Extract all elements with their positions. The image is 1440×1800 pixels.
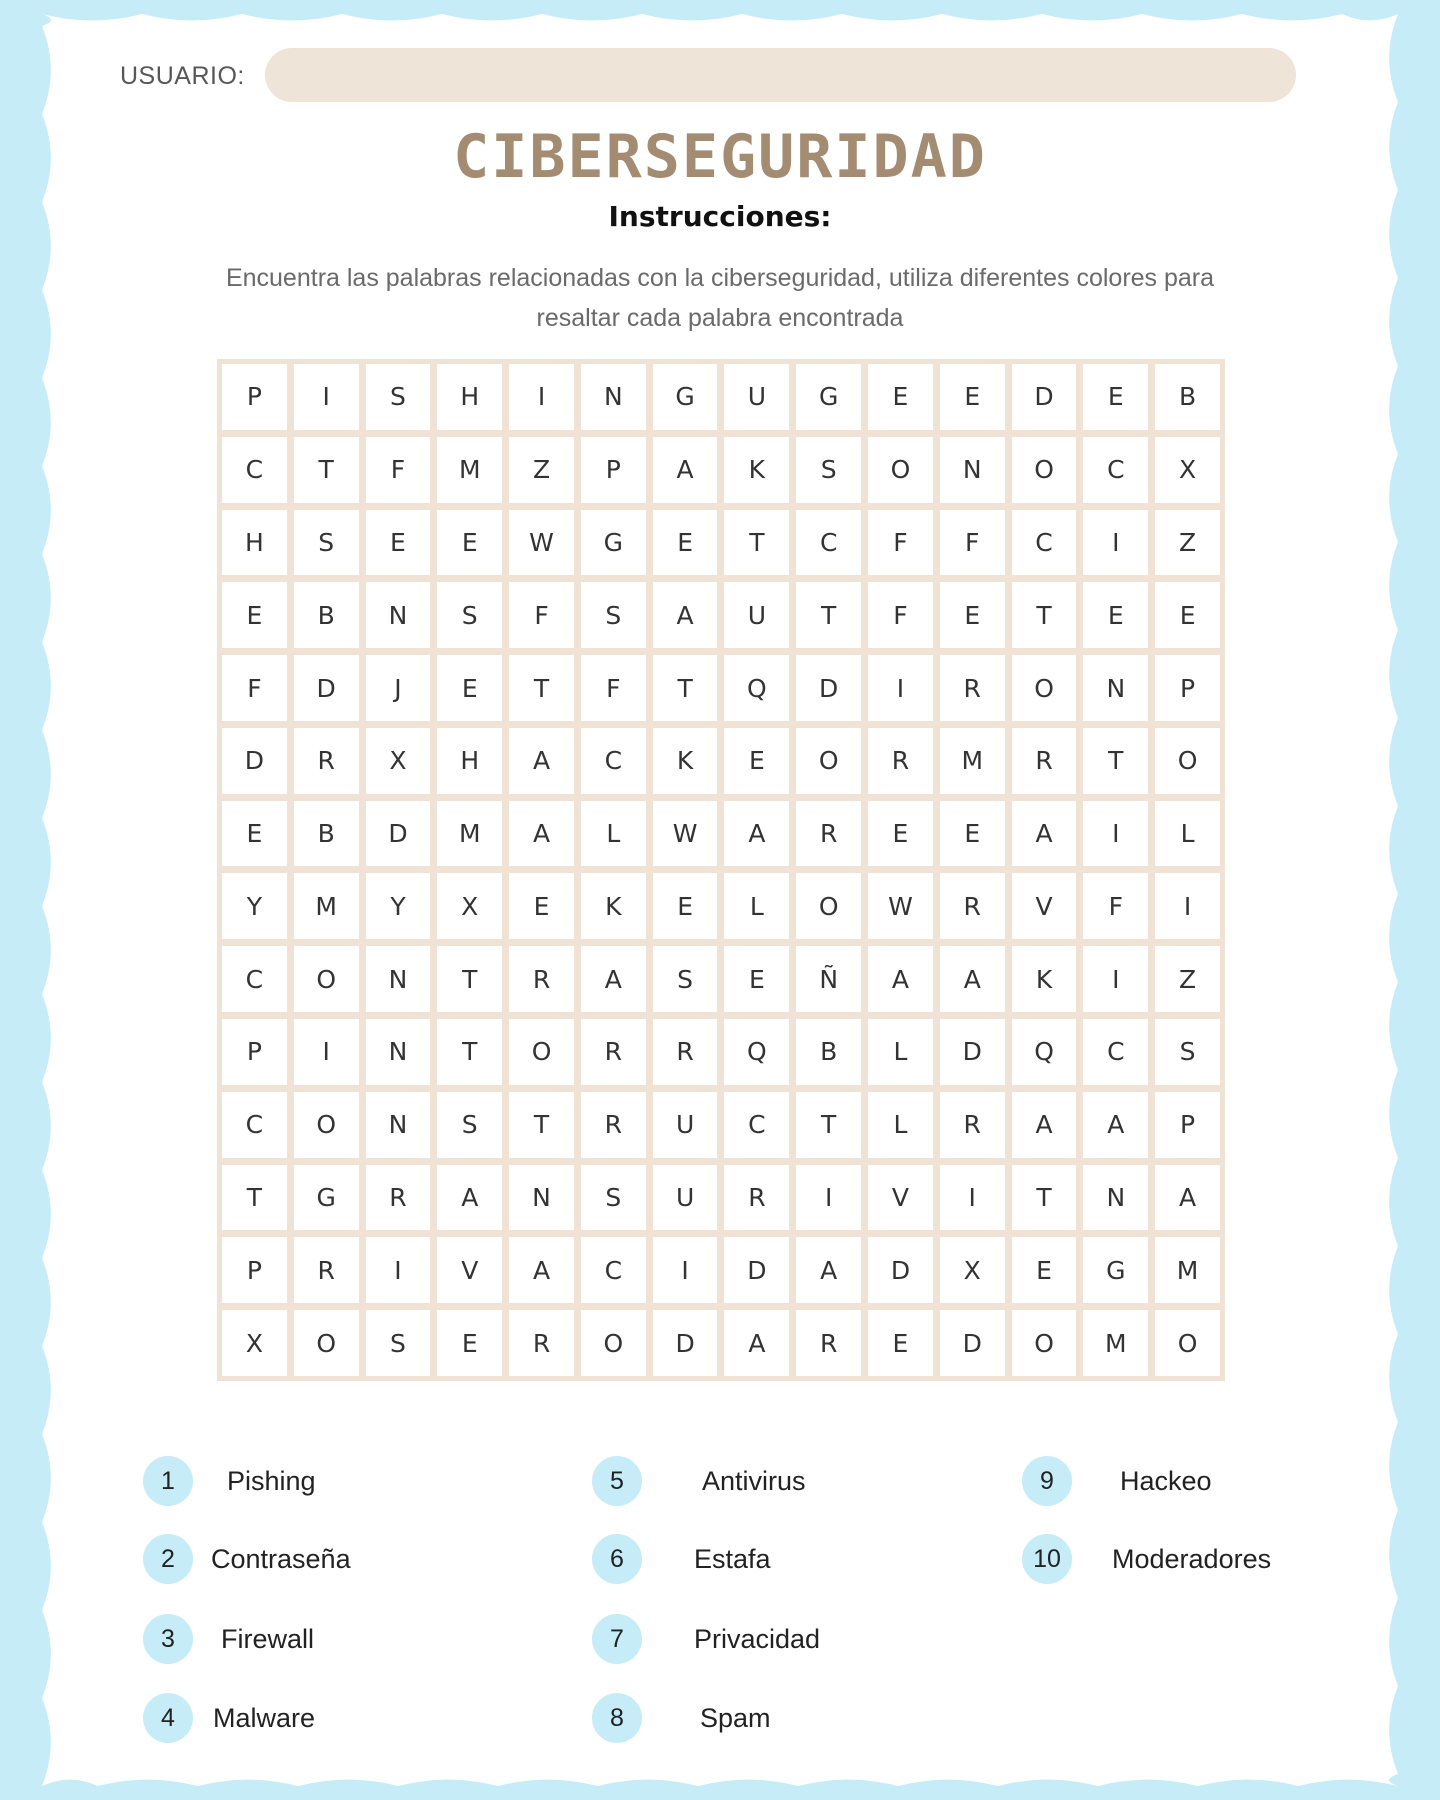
grid-cell[interactable]: A: [724, 1310, 789, 1376]
grid-cell[interactable]: O: [1012, 1310, 1077, 1376]
grid-cell[interactable]: A: [1012, 1092, 1077, 1158]
word-number-badge: 8: [592, 1693, 642, 1743]
word-list-item: [592, 1693, 771, 1743]
grid-cell[interactable]: O: [796, 873, 861, 939]
grid-cell[interactable]: H: [437, 364, 502, 430]
grid-cell[interactable]: C: [222, 437, 287, 503]
grid-cell[interactable]: O: [294, 1092, 359, 1158]
word-search-grid: [217, 359, 1225, 1381]
grid-cell[interactable]: Ñ: [796, 946, 861, 1012]
word-list-item: [143, 1693, 315, 1743]
grid-cell[interactable]: F: [509, 582, 574, 648]
grid-cell[interactable]: T: [509, 655, 574, 721]
word-label: Hackeo: [1120, 1465, 1212, 1496]
grid-cell[interactable]: X: [437, 873, 502, 939]
grid-cell[interactable]: R: [940, 1092, 1005, 1158]
grid-cell[interactable]: I: [366, 1237, 431, 1303]
grid-cell[interactable]: R: [509, 1310, 574, 1376]
grid-cell[interactable]: S: [653, 946, 718, 1012]
grid-cell[interactable]: E: [222, 582, 287, 648]
grid-cell[interactable]: G: [796, 364, 861, 430]
grid-cell[interactable]: A: [1155, 1165, 1220, 1231]
grid-cell[interactable]: R: [366, 1165, 431, 1231]
grid-cell[interactable]: R: [509, 946, 574, 1012]
grid-cell[interactable]: B: [294, 582, 359, 648]
instructions-line-2: resaltar cada palabra encontrada: [536, 304, 904, 332]
grid-cell[interactable]: E: [437, 510, 502, 576]
grid-cell[interactable]: S: [796, 437, 861, 503]
word-label: Moderadores: [1112, 1543, 1272, 1574]
grid-cell[interactable]: C: [1083, 1019, 1148, 1085]
grid-cell[interactable]: W: [509, 510, 574, 576]
grid-cell[interactable]: E: [509, 873, 574, 939]
grid-cell[interactable]: P: [222, 1237, 287, 1303]
grid-cell[interactable]: E: [1155, 582, 1220, 648]
word-number-badge: 4: [143, 1693, 193, 1743]
grid-cell[interactable]: I: [509, 364, 574, 430]
word-number-badge: 5: [592, 1456, 642, 1506]
grid-cell[interactable]: D: [222, 728, 287, 794]
grid-cell[interactable]: C: [581, 728, 646, 794]
grid-cell[interactable]: D: [653, 1310, 718, 1376]
grid-cell[interactable]: R: [724, 1165, 789, 1231]
instructions-text: [140, 258, 1300, 338]
word-label: Privacidad: [694, 1623, 821, 1654]
grid-cell[interactable]: L: [868, 1092, 933, 1158]
grid-cell[interactable]: G: [294, 1165, 359, 1231]
grid-cell[interactable]: C: [1083, 437, 1148, 503]
grid-cell[interactable]: B: [796, 1019, 861, 1085]
grid-cell[interactable]: O: [509, 1019, 574, 1085]
grid-cell[interactable]: I: [940, 1165, 1005, 1231]
page-title: CIBERSEGURIDAD: [453, 122, 987, 192]
grid-cell[interactable]: A: [724, 801, 789, 867]
grid-cell[interactable]: A: [653, 582, 718, 648]
grid-cell[interactable]: E: [653, 510, 718, 576]
grid-cell[interactable]: K: [581, 873, 646, 939]
grid-cell[interactable]: I: [1083, 946, 1148, 1012]
grid-cell[interactable]: A: [509, 728, 574, 794]
grid-cell[interactable]: T: [437, 946, 502, 1012]
grid-cell[interactable]: P: [222, 364, 287, 430]
grid-cell[interactable]: R: [294, 728, 359, 794]
grid-cell[interactable]: S: [366, 364, 431, 430]
grid-cell[interactable]: I: [1083, 510, 1148, 576]
grid-cell[interactable]: S: [294, 510, 359, 576]
grid-cell[interactable]: M: [294, 873, 359, 939]
grid-cell[interactable]: O: [796, 728, 861, 794]
instructions-heading: Instrucciones:: [608, 200, 832, 233]
grid-cell[interactable]: T: [796, 1092, 861, 1158]
grid-cell[interactable]: O: [1155, 1310, 1220, 1376]
grid-cell[interactable]: U: [724, 364, 789, 430]
grid-cell[interactable]: S: [1155, 1019, 1220, 1085]
grid-cell[interactable]: N: [366, 1092, 431, 1158]
grid-cell[interactable]: T: [653, 655, 718, 721]
word-list-item: [1022, 1534, 1271, 1584]
grid-cell[interactable]: N: [581, 364, 646, 430]
grid-cell[interactable]: R: [1012, 728, 1077, 794]
grid-cell[interactable]: L: [581, 801, 646, 867]
grid-cell[interactable]: S: [581, 582, 646, 648]
grid-cell[interactable]: Z: [509, 437, 574, 503]
grid-cell[interactable]: P: [222, 1019, 287, 1085]
word-number-badge: 3: [143, 1614, 193, 1664]
grid-cell[interactable]: O: [294, 1310, 359, 1376]
grid-cell[interactable]: C: [581, 1237, 646, 1303]
grid-cell[interactable]: A: [437, 1165, 502, 1231]
user-name-input[interactable]: [265, 48, 1296, 102]
grid-cell[interactable]: S: [581, 1165, 646, 1231]
grid-cell[interactable]: A: [581, 946, 646, 1012]
grid-cell[interactable]: E: [437, 655, 502, 721]
word-number-badge: 7: [592, 1614, 642, 1664]
grid-cell[interactable]: A: [509, 1237, 574, 1303]
grid-cell[interactable]: E: [868, 1310, 933, 1376]
grid-cell[interactable]: Q: [1012, 1019, 1077, 1085]
grid-cell[interactable]: S: [437, 1092, 502, 1158]
grid-cell[interactable]: E: [868, 364, 933, 430]
grid-cell[interactable]: X: [940, 1237, 1005, 1303]
grid-cell[interactable]: L: [868, 1019, 933, 1085]
word-label: Malware: [213, 1702, 316, 1733]
grid-cell[interactable]: I: [294, 364, 359, 430]
grid-cell[interactable]: I: [294, 1019, 359, 1085]
grid-cell[interactable]: M: [437, 437, 502, 503]
grid-cell[interactable]: G: [653, 364, 718, 430]
grid-cell[interactable]: C: [222, 1092, 287, 1158]
grid-cell[interactable]: M: [437, 801, 502, 867]
word-label: Antivirus: [702, 1465, 806, 1496]
word-number-badge: 6: [592, 1534, 642, 1584]
grid-cell[interactable]: I: [653, 1237, 718, 1303]
word-list-item: [143, 1456, 316, 1506]
grid-cell[interactable]: H: [437, 728, 502, 794]
grid-cell[interactable]: A: [1012, 801, 1077, 867]
grid-cell[interactable]: G: [581, 510, 646, 576]
word-list-item: [592, 1534, 771, 1584]
grid-cell[interactable]: N: [366, 946, 431, 1012]
grid-cell[interactable]: N: [1083, 655, 1148, 721]
grid-cell[interactable]: O: [294, 946, 359, 1012]
grid-cell[interactable]: E: [1083, 364, 1148, 430]
grid-cell[interactable]: E: [222, 801, 287, 867]
grid-cell[interactable]: K: [653, 728, 718, 794]
grid-cell[interactable]: P: [581, 437, 646, 503]
grid-cell[interactable]: R: [940, 655, 1005, 721]
grid-cell[interactable]: F: [1083, 873, 1148, 939]
grid-cell[interactable]: M: [1083, 1310, 1148, 1376]
word-number-badge: 10: [1022, 1534, 1072, 1584]
instructions-line-1: Encuentra las palabras relacionadas con la ciberseguridad, utiliza diferentes colores para: [225, 264, 1215, 292]
grid-cell[interactable]: J: [366, 655, 431, 721]
grid-cell[interactable]: E: [940, 364, 1005, 430]
grid-cell[interactable]: D: [724, 1237, 789, 1303]
grid-cell[interactable]: R: [796, 801, 861, 867]
grid-cell[interactable]: Q: [724, 655, 789, 721]
grid-cell[interactable]: L: [724, 873, 789, 939]
grid-cell[interactable]: N: [366, 1019, 431, 1085]
grid-cell[interactable]: O: [1155, 728, 1220, 794]
grid-cell[interactable]: A: [868, 946, 933, 1012]
grid-cell[interactable]: V: [1012, 873, 1077, 939]
word-number-badge: 1: [143, 1456, 193, 1506]
grid-cell[interactable]: U: [653, 1165, 718, 1231]
grid-cell[interactable]: I: [1083, 801, 1148, 867]
grid-cell[interactable]: N: [940, 437, 1005, 503]
grid-cell[interactable]: N: [366, 582, 431, 648]
grid-cell[interactable]: A: [509, 801, 574, 867]
grid-cell[interactable]: R: [653, 1019, 718, 1085]
grid-cell[interactable]: A: [940, 946, 1005, 1012]
grid-cell[interactable]: E: [437, 1310, 502, 1376]
grid-cell[interactable]: F: [868, 510, 933, 576]
grid-cell[interactable]: D: [940, 1019, 1005, 1085]
grid-cell[interactable]: O: [868, 437, 933, 503]
grid-cell[interactable]: E: [1012, 1237, 1077, 1303]
grid-cell[interactable]: E: [868, 801, 933, 867]
grid-cell[interactable]: C: [1012, 510, 1077, 576]
grid-cell[interactable]: D: [940, 1310, 1005, 1376]
word-number-badge: 2: [143, 1534, 193, 1584]
grid-cell[interactable]: E: [724, 946, 789, 1012]
grid-cell[interactable]: T: [294, 437, 359, 503]
grid-cell[interactable]: R: [581, 1019, 646, 1085]
grid-cell[interactable]: P: [1155, 655, 1220, 721]
grid-cell[interactable]: V: [868, 1165, 933, 1231]
grid-cell[interactable]: F: [581, 655, 646, 721]
grid-cell[interactable]: B: [294, 801, 359, 867]
grid-cell[interactable]: T: [796, 582, 861, 648]
grid-cell[interactable]: K: [724, 437, 789, 503]
grid-cell[interactable]: D: [366, 801, 431, 867]
grid-cell[interactable]: B: [1155, 364, 1220, 430]
grid-cell[interactable]: Z: [1155, 946, 1220, 1012]
word-list-item: [143, 1614, 314, 1664]
grid-cell[interactable]: U: [653, 1092, 718, 1158]
word-label: Estafa: [694, 1543, 771, 1574]
word-list-item: [592, 1456, 806, 1506]
grid-cell[interactable]: F: [366, 437, 431, 503]
word-list-item: [592, 1614, 820, 1664]
grid-cell[interactable]: R: [294, 1237, 359, 1303]
grid-cell[interactable]: T: [724, 510, 789, 576]
grid-cell[interactable]: C: [222, 946, 287, 1012]
grid-cell[interactable]: W: [868, 873, 933, 939]
word-label: Contraseña: [211, 1543, 351, 1574]
grid-cell[interactable]: D: [1012, 364, 1077, 430]
grid-cell[interactable]: Y: [222, 873, 287, 939]
user-label: USUARIO:: [120, 62, 245, 90]
grid-cell[interactable]: N: [1083, 1165, 1148, 1231]
grid-cell[interactable]: U: [724, 582, 789, 648]
grid-cell[interactable]: H: [222, 510, 287, 576]
grid-cell[interactable]: A: [796, 1237, 861, 1303]
word-list-item: [1022, 1456, 1212, 1506]
grid-cell[interactable]: D: [294, 655, 359, 721]
grid-cell[interactable]: I: [1155, 873, 1220, 939]
grid-cell[interactable]: N: [509, 1165, 574, 1231]
grid-cell[interactable]: E: [724, 728, 789, 794]
grid-cell[interactable]: I: [796, 1165, 861, 1231]
grid-cell[interactable]: S: [437, 582, 502, 648]
word-label: Spam: [700, 1702, 771, 1733]
word-list-item: [143, 1534, 351, 1584]
grid-cell[interactable]: L: [1155, 801, 1220, 867]
grid-cell[interactable]: F: [868, 582, 933, 648]
user-row: [120, 48, 1296, 104]
grid-cell[interactable]: X: [1155, 437, 1220, 503]
grid-cell[interactable]: D: [796, 655, 861, 721]
grid-cell[interactable]: R: [581, 1092, 646, 1158]
grid-cell[interactable]: Y: [366, 873, 431, 939]
grid-cell[interactable]: X: [366, 728, 431, 794]
grid-cell[interactable]: K: [1012, 946, 1077, 1012]
grid-cell[interactable]: T: [222, 1165, 287, 1231]
grid-cell[interactable]: A: [653, 437, 718, 503]
grid-cell[interactable]: A: [1083, 1092, 1148, 1158]
grid-cell[interactable]: E: [366, 510, 431, 576]
grid-cell[interactable]: G: [1083, 1237, 1148, 1303]
grid-cell[interactable]: T: [1012, 1165, 1077, 1231]
grid-cell[interactable]: O: [1012, 437, 1077, 503]
grid-cell[interactable]: V: [437, 1237, 502, 1303]
grid-cell[interactable]: P: [1155, 1092, 1220, 1158]
grid-cell[interactable]: X: [222, 1310, 287, 1376]
grid-cell[interactable]: M: [1155, 1237, 1220, 1303]
word-label: Firewall: [221, 1623, 315, 1654]
grid-cell[interactable]: Q: [724, 1019, 789, 1085]
grid-cell[interactable]: F: [222, 655, 287, 721]
grid-cell[interactable]: T: [1012, 582, 1077, 648]
grid-cell[interactable]: R: [796, 1310, 861, 1376]
grid-cell[interactable]: I: [868, 655, 933, 721]
grid-cell[interactable]: C: [724, 1092, 789, 1158]
grid-cell[interactable]: S: [366, 1310, 431, 1376]
grid-cell[interactable]: E: [940, 582, 1005, 648]
grid-cell[interactable]: E: [1083, 582, 1148, 648]
grid-cell[interactable]: R: [940, 873, 1005, 939]
grid-cell[interactable]: T: [1083, 728, 1148, 794]
grid-cell[interactable]: O: [1012, 655, 1077, 721]
word-label: Pishing: [227, 1465, 316, 1496]
word-number-badge: 9: [1022, 1456, 1072, 1506]
grid-cell[interactable]: E: [653, 873, 718, 939]
grid-cell[interactable]: E: [940, 801, 1005, 867]
grid-cell[interactable]: C: [796, 510, 861, 576]
grid-cell[interactable]: R: [868, 728, 933, 794]
grid-cell[interactable]: W: [653, 801, 718, 867]
grid-cell[interactable]: D: [868, 1237, 933, 1303]
grid-cell[interactable]: T: [509, 1092, 574, 1158]
grid-cell[interactable]: T: [437, 1019, 502, 1085]
grid-cell[interactable]: M: [940, 728, 1005, 794]
grid-cell[interactable]: O: [581, 1310, 646, 1376]
grid-cell[interactable]: Z: [1155, 510, 1220, 576]
grid-cell[interactable]: F: [940, 510, 1005, 576]
